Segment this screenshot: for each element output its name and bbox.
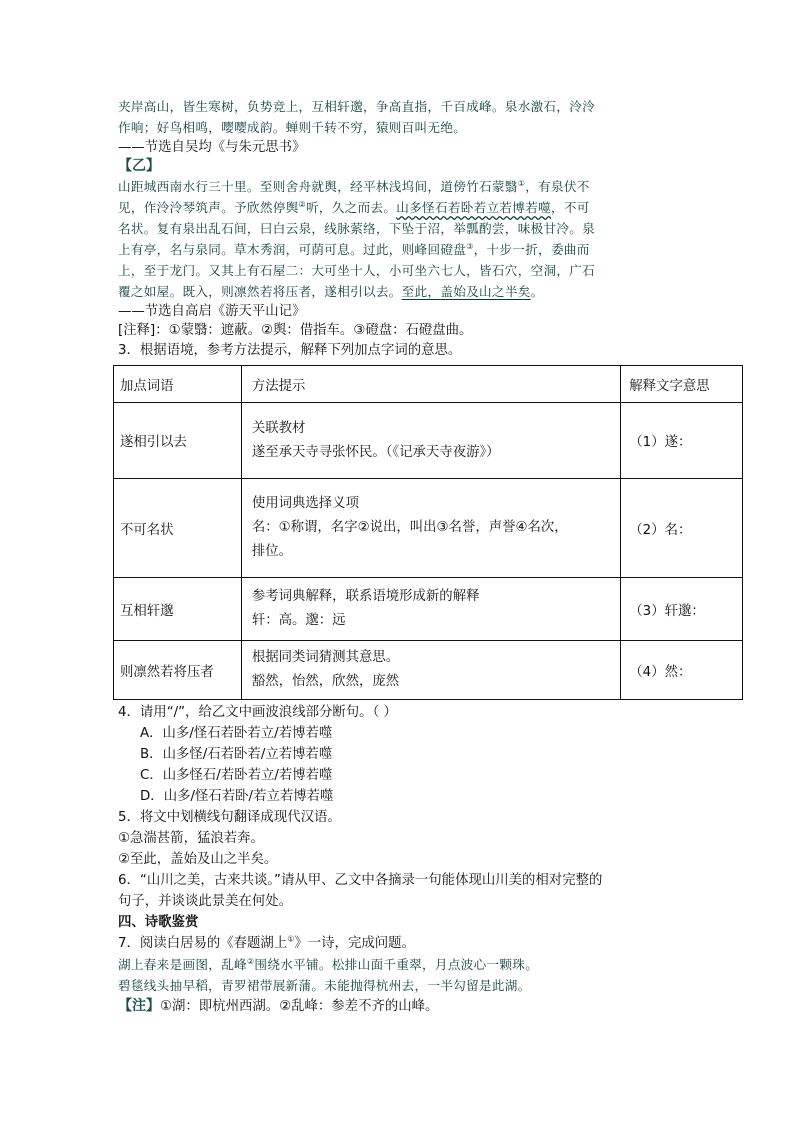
passage-b-line: 名状。复有泉出乱石间，曰白云泉，线脉萦络，下坠于沼，举瓢酌尝，味极甘冷。泉: [118, 221, 596, 236]
passage-b-line: 上，至于龙门。又其上有石屋二：大可坐十人，小可坐六七人，皆石穴，空洞，广石: [118, 263, 596, 278]
question-6-prompt: 6．“山川之美，古来共谈。”请从甲、乙文中各摘录一句能体现山川美的相对完整的: [118, 873, 603, 888]
table-header-row: [114, 366, 743, 403]
note-label: 【注】: [118, 998, 160, 1014]
hint-line: 豁然，怡然，欣然，庞然: [251, 674, 400, 689]
word-cell: 遂相引以去: [114, 403, 242, 479]
footnote-marker: ②: [298, 199, 306, 209]
question-7-text: 》一诗，完成问题。: [294, 936, 415, 951]
passage-b-line: [118, 239, 678, 260]
table-row: [114, 403, 743, 479]
hint-line: 名：①称谓，名字②说出，叫出③名誉，声誉④名次，: [251, 520, 568, 535]
answer-cell[interactable]: （1）遂：: [621, 403, 743, 479]
question-7-text: 7．阅读白居易的《春题湖上: [118, 936, 288, 951]
footnote-marker: ①: [517, 178, 526, 188]
passage-b-source: ——节选自高启《游天平山记》: [118, 304, 306, 319]
table-header-cell: 解释文字意思: [621, 366, 743, 403]
table-header-cell: 方法提示: [241, 366, 620, 403]
passage-b-text: 覆之如屋。既入，则凛然若将压者，遂相引以去。: [118, 284, 402, 299]
table-row: [114, 641, 743, 700]
hint-line: 参考词典解释，联系语境形成新的解释: [251, 589, 480, 604]
footnote-marker: ③: [466, 241, 474, 251]
table-row: [114, 578, 743, 641]
option-b[interactable]: B．山多怪/石若卧若/立若博若噬: [140, 747, 333, 762]
answer-cell[interactable]: （2）名：: [621, 479, 743, 578]
passage-a-source: ——节选自吴均《与朱元思书》: [118, 140, 306, 155]
poem-text: 围绕水平铺。松排山面千重翠，月点波心一颗珠。: [254, 957, 539, 972]
hint-line: 关联教材: [251, 420, 306, 436]
hint-line: 根据同类词猜测其意思。: [251, 650, 400, 665]
footnote-marker: ②: [246, 956, 255, 966]
passage-b-text: 。: [530, 284, 544, 299]
annotation-notes: [注释]：①蒙翳：遮蔽。②舆：借指车。③磴盘：石磴盘曲。: [118, 323, 473, 338]
hint-line: 排位。: [251, 544, 293, 559]
answer-cell[interactable]: （3）轩邈：: [621, 578, 743, 641]
hint-cell: [241, 403, 620, 479]
note-text: ①湖：即杭州西湖。②乱峰：参差不齐的山峰。: [160, 999, 439, 1014]
option-a[interactable]: A．山多/怪石若卧若立/若博若噬: [140, 726, 333, 741]
passage-b-text: 听，久之而去。: [306, 200, 397, 215]
word-cell: 不可名状: [114, 479, 242, 578]
question-7-prompt: [118, 933, 678, 954]
poem-text: 湖上春来是画图，乱峰: [118, 957, 247, 972]
poem-line: [118, 954, 678, 975]
hint-line: 使用词典选择义项: [251, 496, 359, 511]
translation-item: ①急湍甚箭，猛浪若奔。: [118, 831, 264, 846]
passage-b-line: [118, 281, 678, 302]
question-5-prompt: 5．将文中划横线句翻译成现代汉语。: [118, 810, 341, 825]
passage-a-line: 夹岸高山，皆生寒树，负势竞上，互相轩邈，争高直指，千百成峰。泉水激石，泠泠: [118, 99, 596, 114]
document-page: [118, 96, 710, 1017]
hint-cell: [241, 641, 620, 700]
hint-cell: [241, 578, 620, 641]
passage-b-label: 【乙】: [118, 158, 160, 174]
question-4-prompt: 4．请用“/”，给乙文中画波浪线部分断句。（ ）: [118, 705, 397, 720]
passage-b-text: 见，作泠泠琴筑声。予欣然停舆: [118, 200, 299, 215]
hint-line: 轩：高。邈：远: [251, 613, 346, 628]
poem-line: 碧毯线头抽早稻，青罗裙带展新蒲。未能抛得杭州去，一半勾留是此湖。: [118, 978, 531, 993]
hint-cell: [241, 479, 620, 578]
footnote-marker: ①: [287, 934, 295, 944]
passage-b-text: ，有泉伏不: [525, 179, 590, 194]
hint-line: 遂至承天寺寻张怀民。（《记承天寺夜游》）: [251, 444, 500, 460]
passage-b-text: 山距城西南水行三十里。至则舍舟就舆，经平林浅坞间，道傍竹石蒙翳: [118, 179, 518, 194]
question-3-prompt: 3．根据语境，参考方法提示，解释下列加点字词的意思。: [118, 343, 462, 358]
passage-b-text: 上有亭，名与泉同。草木秀润，可荫可息。过此，则峰回磴盘: [118, 242, 467, 257]
question-6-prompt-cont: 句子，并谈谈此景美在何处。: [118, 894, 293, 909]
passage-b-text: ，不可: [551, 200, 590, 215]
table-header-cell: 加点词语: [114, 366, 242, 403]
passage-b-text: ，十步一折，委曲而: [473, 242, 590, 257]
option-d[interactable]: D．山多/怪石若卧/若立若博若噬: [140, 789, 334, 804]
underlined-text: 至此，盖始及山之半矣: [401, 284, 531, 299]
option-c[interactable]: C．山多怪石/若卧若立/若博若噬: [140, 768, 333, 783]
word-cell: 互相轩邈: [114, 578, 242, 641]
vocab-table: [113, 365, 743, 700]
wavy-underlined-text: 山多怪石若卧若立若博若噬: [396, 200, 551, 215]
passage-a-line: 作响；好鸟相鸣，嘤嘤成韵。蝉则千转不穷，猿则百叫无绝。: [118, 120, 467, 135]
section-title: 四、诗歌鉴赏: [118, 915, 199, 930]
translation-item: ②至此，盖始及山之半矣。: [118, 852, 278, 867]
poem-notes: [118, 996, 678, 1017]
passage-b-line: [118, 176, 678, 197]
answer-cell[interactable]: （4）然：: [621, 641, 743, 700]
passage-b-line: [118, 197, 678, 218]
word-cell: 则凛然若将压者: [114, 641, 242, 700]
table-row: [114, 479, 743, 578]
